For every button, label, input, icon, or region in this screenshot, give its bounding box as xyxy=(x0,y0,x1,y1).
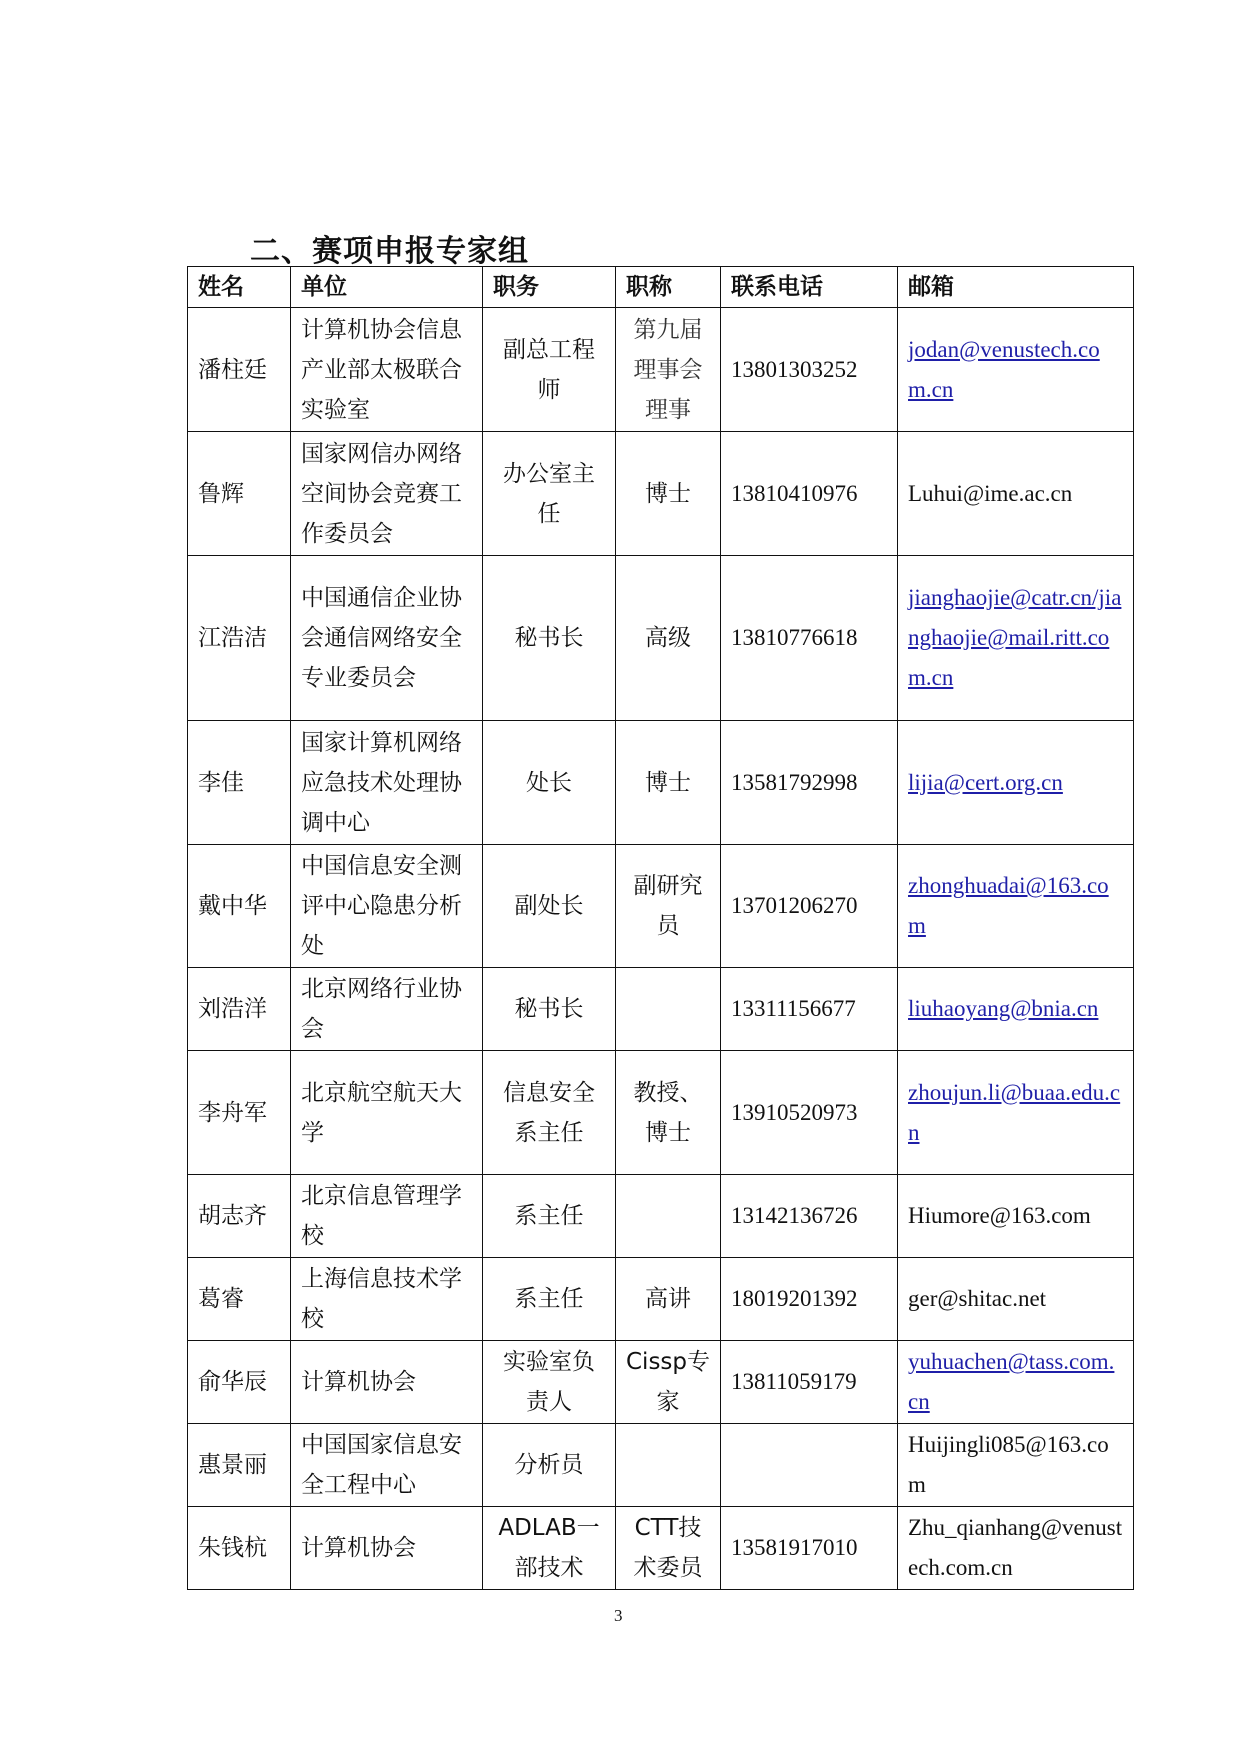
cell-unit: 计算机协会信息产业部太极联合实验室 xyxy=(291,308,483,432)
table-row xyxy=(188,556,1134,721)
cell-name: 鲁辉 xyxy=(188,432,291,556)
table-row xyxy=(188,1341,1134,1424)
cell-position: 信息安全系主任 xyxy=(483,1051,616,1175)
table-row xyxy=(188,1507,1134,1590)
cell-unit: 中国国家信息安全工程中心 xyxy=(291,1424,483,1507)
cell-unit: 中国信息安全测评中心隐患分析处 xyxy=(291,845,483,968)
cell-title: CTT技术委员 xyxy=(616,1507,721,1590)
cell-unit: 国家网信办网络空间协会竞赛工作委员会 xyxy=(291,432,483,556)
cell-name: 朱钱杭 xyxy=(188,1507,291,1590)
cell-phone: 13810410976 xyxy=(721,432,898,556)
section-heading: 二、赛项申报专家组 xyxy=(250,234,529,269)
cell-position: 副总工程师 xyxy=(483,308,616,432)
cell-position: 副处长 xyxy=(483,845,616,968)
cell-unit: 计算机协会 xyxy=(291,1341,483,1424)
cell-name: 胡志齐 xyxy=(188,1175,291,1258)
cell-unit: 计算机协会 xyxy=(291,1507,483,1590)
header-name: 姓名 xyxy=(188,267,291,308)
cell-name: 葛睿 xyxy=(188,1258,291,1341)
cell-phone: 13581917010 xyxy=(721,1507,898,1590)
cell-email xyxy=(898,1424,1134,1507)
table-row xyxy=(188,1258,1134,1341)
cell-name: 李佳 xyxy=(188,721,291,845)
cell-name: 刘浩洋 xyxy=(188,968,291,1051)
table-row xyxy=(188,845,1134,968)
cell-email[interactable] xyxy=(898,721,1134,845)
cell-position: 秘书长 xyxy=(483,968,616,1051)
email-link[interactable]: zhonghuadai@163.com xyxy=(908,873,1109,938)
cell-name: 戴中华 xyxy=(188,845,291,968)
cell-position: 分析员 xyxy=(483,1424,616,1507)
table-row xyxy=(188,308,1134,432)
cell-email xyxy=(898,432,1134,556)
email-text: Hiumore@163.com xyxy=(908,1203,1091,1228)
cell-email xyxy=(898,1175,1134,1258)
cell-title: 高级 xyxy=(616,556,721,721)
cell-phone: 13811059179 xyxy=(721,1341,898,1424)
email-link[interactable]: zhoujun.li@buaa.edu.cn xyxy=(908,1079,1121,1145)
cell-position: 办公室主任 xyxy=(483,432,616,556)
cell-email[interactable] xyxy=(898,308,1134,432)
cell-position: 系主任 xyxy=(483,1258,616,1341)
cell-phone: 13810776618 xyxy=(721,556,898,721)
cell-phone: 18019201392 xyxy=(721,1258,898,1341)
cell-phone: 13801303252 xyxy=(721,308,898,432)
email-text: Zhu_qianhang@venustech.com.cn xyxy=(908,1515,1123,1580)
table-row xyxy=(188,1424,1134,1507)
page-number: 3 xyxy=(614,1606,623,1625)
email-text: Luhui@ime.ac.cn xyxy=(908,480,1073,506)
cell-unit: 上海信息技术学校 xyxy=(291,1258,483,1341)
cell-phone: 13701206270 xyxy=(721,845,898,968)
cell-unit: 中国通信企业协会通信网络安全专业委员会 xyxy=(291,556,483,721)
cell-name: 俞华辰 xyxy=(188,1341,291,1424)
cell-name: 江浩洁 xyxy=(188,556,291,721)
cell-email[interactable] xyxy=(898,556,1134,721)
cell-phone: 13311156677 xyxy=(721,968,898,1051)
cell-email xyxy=(898,1507,1134,1590)
cell-name: 李舟军 xyxy=(188,1051,291,1175)
expert-table xyxy=(187,266,1134,1590)
email-link[interactable]: jodan@venustech.com.cn xyxy=(908,336,1100,402)
cell-title: Cissp专家 xyxy=(616,1341,721,1424)
cell-email xyxy=(898,1258,1134,1341)
cell-position: 处长 xyxy=(483,721,616,845)
cell-unit: 北京网络行业协会 xyxy=(291,968,483,1051)
cell-title: 副研究员 xyxy=(616,845,721,968)
cell-title xyxy=(616,1175,721,1258)
cell-email[interactable] xyxy=(898,1051,1134,1175)
header-phone: 联系电话 xyxy=(721,267,898,308)
cell-position: 实验室负责人 xyxy=(483,1341,616,1424)
cell-unit: 北京航空航天大学 xyxy=(291,1051,483,1175)
table-header-row xyxy=(188,267,1134,308)
cell-title: 博士 xyxy=(616,721,721,845)
email-text: Huijingli085@163.com xyxy=(908,1432,1109,1497)
table-row xyxy=(188,1051,1134,1175)
email-link[interactable]: yuhuachen@tass.com.cn xyxy=(908,1349,1115,1414)
email-text: ger@shitac.net xyxy=(908,1286,1047,1311)
email-link[interactable]: lijia@cert.org.cn xyxy=(908,769,1063,795)
cell-unit: 国家计算机网络应急技术处理协调中心 xyxy=(291,721,483,845)
cell-title: 第九届理事会理事 xyxy=(616,308,721,432)
cell-email[interactable] xyxy=(898,968,1134,1051)
header-unit: 单位 xyxy=(291,267,483,308)
cell-email[interactable] xyxy=(898,845,1134,968)
cell-position: 系主任 xyxy=(483,1175,616,1258)
email-link[interactable]: jianghaojie@catr.cn/jianghaojie@mail.ritt.com.cn xyxy=(908,585,1122,690)
cell-title: 博士 xyxy=(616,432,721,556)
cell-title: 教授、博士 xyxy=(616,1051,721,1175)
cell-title: 高讲 xyxy=(616,1258,721,1341)
cell-title xyxy=(616,1424,721,1507)
cell-phone xyxy=(721,1424,898,1507)
cell-phone: 13142136726 xyxy=(721,1175,898,1258)
header-position: 职务 xyxy=(483,267,616,308)
cell-name: 潘柱廷 xyxy=(188,308,291,432)
header-email: 邮箱 xyxy=(898,267,1134,308)
email-link[interactable]: liuhaoyang@bnia.cn xyxy=(908,996,1099,1021)
header-title: 职称 xyxy=(616,267,721,308)
cell-position: ADLAB一部技术 xyxy=(483,1507,616,1590)
table-row xyxy=(188,1175,1134,1258)
table-row xyxy=(188,968,1134,1051)
cell-name: 惠景丽 xyxy=(188,1424,291,1507)
cell-email[interactable] xyxy=(898,1341,1134,1424)
cell-unit: 北京信息管理学校 xyxy=(291,1175,483,1258)
cell-position: 秘书长 xyxy=(483,556,616,721)
cell-phone: 13910520973 xyxy=(721,1051,898,1175)
cell-title xyxy=(616,968,721,1051)
table-row xyxy=(188,721,1134,845)
cell-phone: 13581792998 xyxy=(721,721,898,845)
table-row xyxy=(188,432,1134,556)
